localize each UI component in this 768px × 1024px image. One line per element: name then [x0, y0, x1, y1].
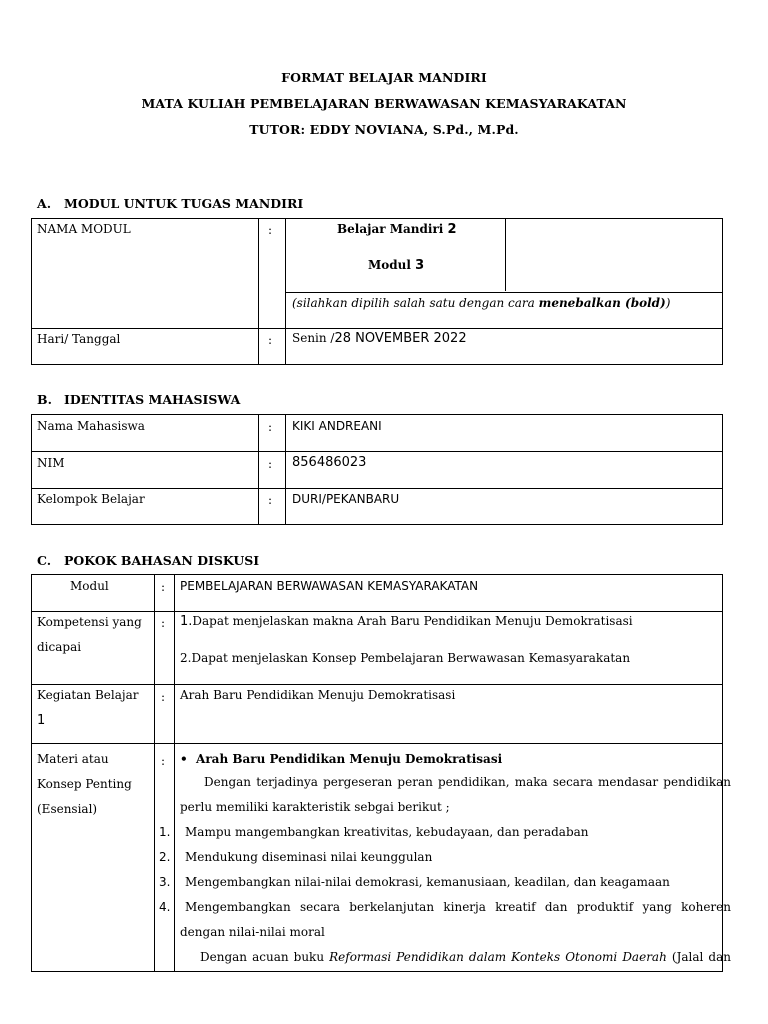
materi-label — [37, 747, 132, 822]
course-title: MATA KULIAH PEMBELAJARAN BERWAWASAN KEMASYARAKATAN — [141, 96, 627, 111]
belajar-mandiri-option — [337, 222, 457, 237]
module-table — [31, 218, 723, 365]
materi-label-line1: Materi atau — [37, 752, 109, 766]
section-a-letter: A. — [37, 196, 52, 211]
section-b-heading — [37, 392, 240, 407]
section-c-letter: C. — [37, 553, 52, 568]
section-c-heading — [37, 553, 259, 568]
section-b-title: IDENTITAS MAHASISWA — [64, 392, 241, 407]
colon: : — [268, 333, 273, 347]
kegiatan-value: Arah Baru Pendidikan Menuju Demokratisasi — [180, 688, 456, 702]
colon: : — [268, 223, 273, 237]
list-number-4: 4. — [159, 900, 171, 914]
nama-mahasiswa-value: KIKI ANDREANI — [292, 419, 382, 433]
kompetensi-1-number: 1. — [180, 614, 193, 629]
modul-value: PEMBELAJARAN BERWAWASAN KEMASYARAKATAN — [180, 579, 479, 593]
discussion-table — [31, 574, 731, 972]
section-a-heading — [37, 196, 303, 211]
materi-heading — [180, 752, 502, 766]
belajar-mandiri-text: Belajar Mandiri — [337, 222, 448, 236]
kompetensi-item-1 — [180, 614, 633, 629]
colon: : — [161, 580, 166, 594]
list-item-1: Mampu mangembangkan kreativitas, kebudayaan, dan peradaban — [185, 825, 589, 839]
book-title: Reformasi Pendidikan dalam Konteks Otonomi Daerah — [329, 950, 667, 964]
hari-day: Senin / — [292, 331, 335, 345]
modul-text: Modul — [368, 258, 416, 272]
section-b-letter: B. — [37, 392, 52, 407]
section-a-title: MODUL UNTUK TUGAS MANDIRI — [64, 196, 304, 211]
para2-text: Dengan acuan buku — [200, 950, 330, 964]
section-c-title: POKOK BAHASAN DISKUSI — [64, 553, 260, 568]
kegiatan-label — [37, 683, 138, 733]
list-item-2: Mendukung diseminasi nilai keunggulan — [185, 850, 433, 864]
colon: : — [268, 493, 273, 507]
hari-tanggal-value — [292, 331, 467, 346]
tutor-line: TUTOR: EDDY NOVIANA, S.Pd., M.Pd. — [249, 122, 519, 137]
kompetensi-label-line2: dicapai — [37, 640, 82, 654]
kelompok-belajar-label: Kelompok Belajar — [37, 492, 145, 506]
materi-paragraph-1-line2: perlu memiliki karakteristik sebgai berikut ; — [180, 800, 450, 814]
selection-note — [292, 296, 670, 310]
kompetensi-item-2: 2.Dapat menjelaskan Konsep Pembelajaran Berwawasan Kemasyarakatan — [180, 651, 631, 665]
colon: : — [268, 420, 273, 434]
nama-modul-label: NAMA MODUL — [37, 222, 131, 236]
hari-tanggal-label: Hari/ Tanggal — [37, 332, 121, 346]
belajar-mandiri-number: 2 — [447, 222, 457, 237]
colon: : — [268, 457, 273, 471]
list-number-3: 3. — [159, 875, 171, 889]
kompetensi-label-line1: Kompetensi yang — [37, 615, 142, 629]
modul-label: Modul — [70, 579, 109, 593]
list-item-4-continuation: dengan nilai-nilai moral — [180, 925, 325, 939]
kelompok-belajar-value: DURI/PEKANBARU — [292, 492, 400, 506]
materi-paragraph-1-line1: Dengan terjadinya pergeseran peran pendidikan, maka secara mendasar pendidikan — [204, 775, 731, 789]
colon: : — [161, 690, 166, 704]
student-identity-table — [31, 414, 723, 525]
materi-label-line3: (Esensial) — [37, 802, 98, 816]
list-number-1: 1. — [159, 825, 171, 839]
kegiatan-label-line1: Kegiatan Belajar — [37, 688, 139, 702]
list-item-3: Mengembangkan nilai-nilai demokrasi, kemanusiaan, keadilan, dan keagamaan — [185, 875, 670, 889]
materi-paragraph-2 — [200, 945, 731, 970]
materi-label-line2: Konsep Penting — [37, 777, 132, 791]
colon: : — [161, 754, 166, 768]
list-item-4: Mengembangkan secara berkelanjutan kinerja kreatif dan produktif yang koheren — [185, 900, 731, 914]
document-title: FORMAT BELAJAR MANDIRI — [281, 70, 487, 85]
kegiatan-label-line2: 1 — [37, 713, 46, 728]
nim-value: 856486023 — [292, 455, 367, 470]
note-bold-text: menebalkan (bold) — [538, 296, 666, 310]
modul-option — [368, 258, 424, 273]
nama-mahasiswa-label: Nama Mahasiswa — [37, 419, 145, 433]
colon: : — [161, 616, 166, 630]
note-close: ) — [665, 296, 671, 310]
para2-tail: (Jalal dan — [666, 950, 731, 964]
modul-number: 3 — [415, 258, 425, 273]
nim-label: NIM — [37, 456, 65, 470]
note-text: (silahkan dipilih salah satu dengan cara — [292, 296, 539, 310]
hari-date: 28 NOVEMBER 2022 — [334, 331, 467, 346]
materi-heading-text: Arah Baru Pendidikan Menuju Demokratisasi — [196, 752, 503, 766]
bullet-icon: • — [180, 752, 188, 766]
kompetensi-label — [37, 610, 142, 660]
list-number-2: 2. — [159, 850, 171, 864]
kompetensi-1-text: Dapat menjelaskan makna Arah Baru Pendidikan Menuju Demokratisasi — [192, 614, 633, 628]
